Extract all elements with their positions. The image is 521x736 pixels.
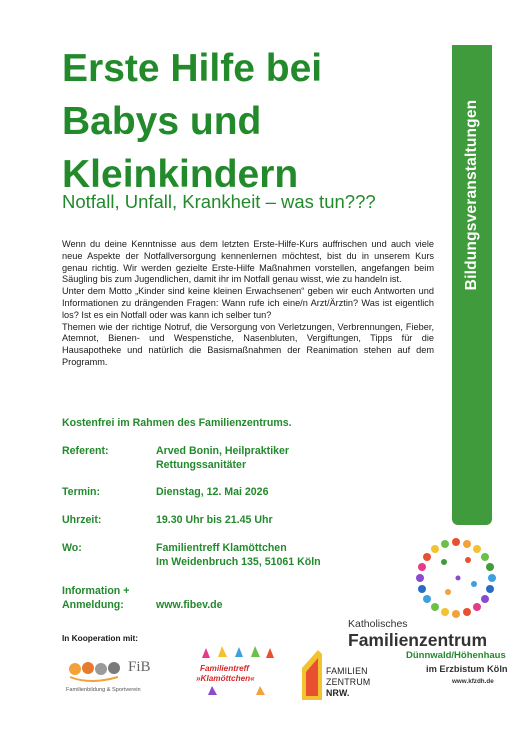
kfz-line-2: Familienzentrum [348, 630, 488, 650]
page-title [62, 42, 442, 201]
fz-line-2: ZENTRUM [326, 677, 371, 687]
description-paragraph-1: Wenn du deine Kenntnisse aus dem letzten Erste-Hilfe-Kurs auffrischen und auch viele neue Aspekte der Notfallversorgung kennenlernen möchtest, bist du in unserem Kurs genau richtig. Wir werden gezielte Erste-Hilfe Maßnahmen vorstellen, angefangen beim Säugling bis zum Jugendlichen, damit ihr im Notfall genau wisst, wie zu handeln ist. [62, 239, 434, 285]
registration-link[interactable]: www.fibev.de [156, 599, 223, 611]
location-value [156, 541, 321, 569]
kfz-url[interactable]: www.kfzdh.de [452, 678, 494, 685]
description [62, 239, 434, 369]
description-paragraph-3: Themen wie der richtige Notruf, die Versorgung von Verletzungen, Verbrennungen, Fieber, Atemnot, Bienen- und Wespenstiche, Nasenbluten, Vergiftungen, Tipps für die Hausapotheke und natürlich die Basismaßnahmen der Reanimation stehen auf dem Programm. [62, 321, 434, 367]
familientreff-line-1: Familientreff [200, 664, 249, 673]
referent-role: Rettungssanitäter [156, 459, 247, 471]
cooperation-label: In Kooperation mit: [62, 633, 139, 643]
location-label: Wo: [62, 542, 82, 554]
fz-line-3: NRW. [326, 688, 350, 698]
category-side-bar [452, 45, 492, 525]
title-line-1: Erste Hilfe bei [62, 47, 323, 90]
familientreff-logo [192, 646, 284, 696]
fz-line-1: FAMILIEN [326, 666, 368, 676]
location-address: Im Weidenbruch 135, 51061 Köln [156, 556, 321, 568]
termin-value: Dienstag, 12. Mai 2026 [156, 486, 269, 498]
free-of-charge-note: Kostenfrei im Rahmen des Familienzentrums. [62, 417, 292, 429]
referent-name: Arved Bonin, Heilpraktiker [156, 445, 290, 457]
uhrzeit-label: Uhrzeit: [62, 514, 102, 526]
registration-label-line-2: Anmeldung: [62, 599, 124, 611]
familientreff-line-2: »Klamöttchen« [196, 674, 255, 683]
title-line-3: Kleinkindern [62, 153, 299, 196]
fib-mark-text: FiB [128, 659, 151, 675]
kfz-line-3: Dünnwald/Höhenhaus [406, 650, 506, 661]
referent-label: Referent: [62, 445, 109, 457]
kfz-line-1: Katholisches [348, 618, 408, 630]
kfz-line-4: im Erzbistum Köln [426, 664, 508, 674]
uhrzeit-value: 19.30 Uhr bis 21.45 Uhr [156, 514, 273, 526]
registration-label-line-1: Information + [62, 585, 130, 597]
location-name: Familientreff Klamöttchen [156, 542, 287, 554]
fib-logo-mark-icon [66, 655, 186, 687]
title-line-2: Babys und [62, 100, 262, 143]
subtitle: Notfall, Unfall, Krankheit – was tun??? [62, 191, 376, 212]
termin-label: Termin: [62, 486, 101, 498]
description-paragraph-2: Unter dem Motto „Kinder sind keine kleinen Erwachsenen“ geben wir euch Antworten und Informationen zu drängenden Fragen: Wann rufe ich eine/n Arzt/Ärztin? Was ist eigentlich los? Ist es ein Notfall oder was kann ich selber tun? [62, 286, 434, 320]
registration-label [62, 584, 129, 612]
dot-circle-icon [348, 538, 498, 618]
category-label: Bildungsveranstaltungen [463, 99, 480, 291]
referent-value [156, 444, 289, 472]
fib-logo [66, 655, 186, 695]
katholisches-familienzentrum-logo [348, 538, 508, 688]
fib-subtitle: Familienbildung & Sportverein [66, 687, 141, 693]
